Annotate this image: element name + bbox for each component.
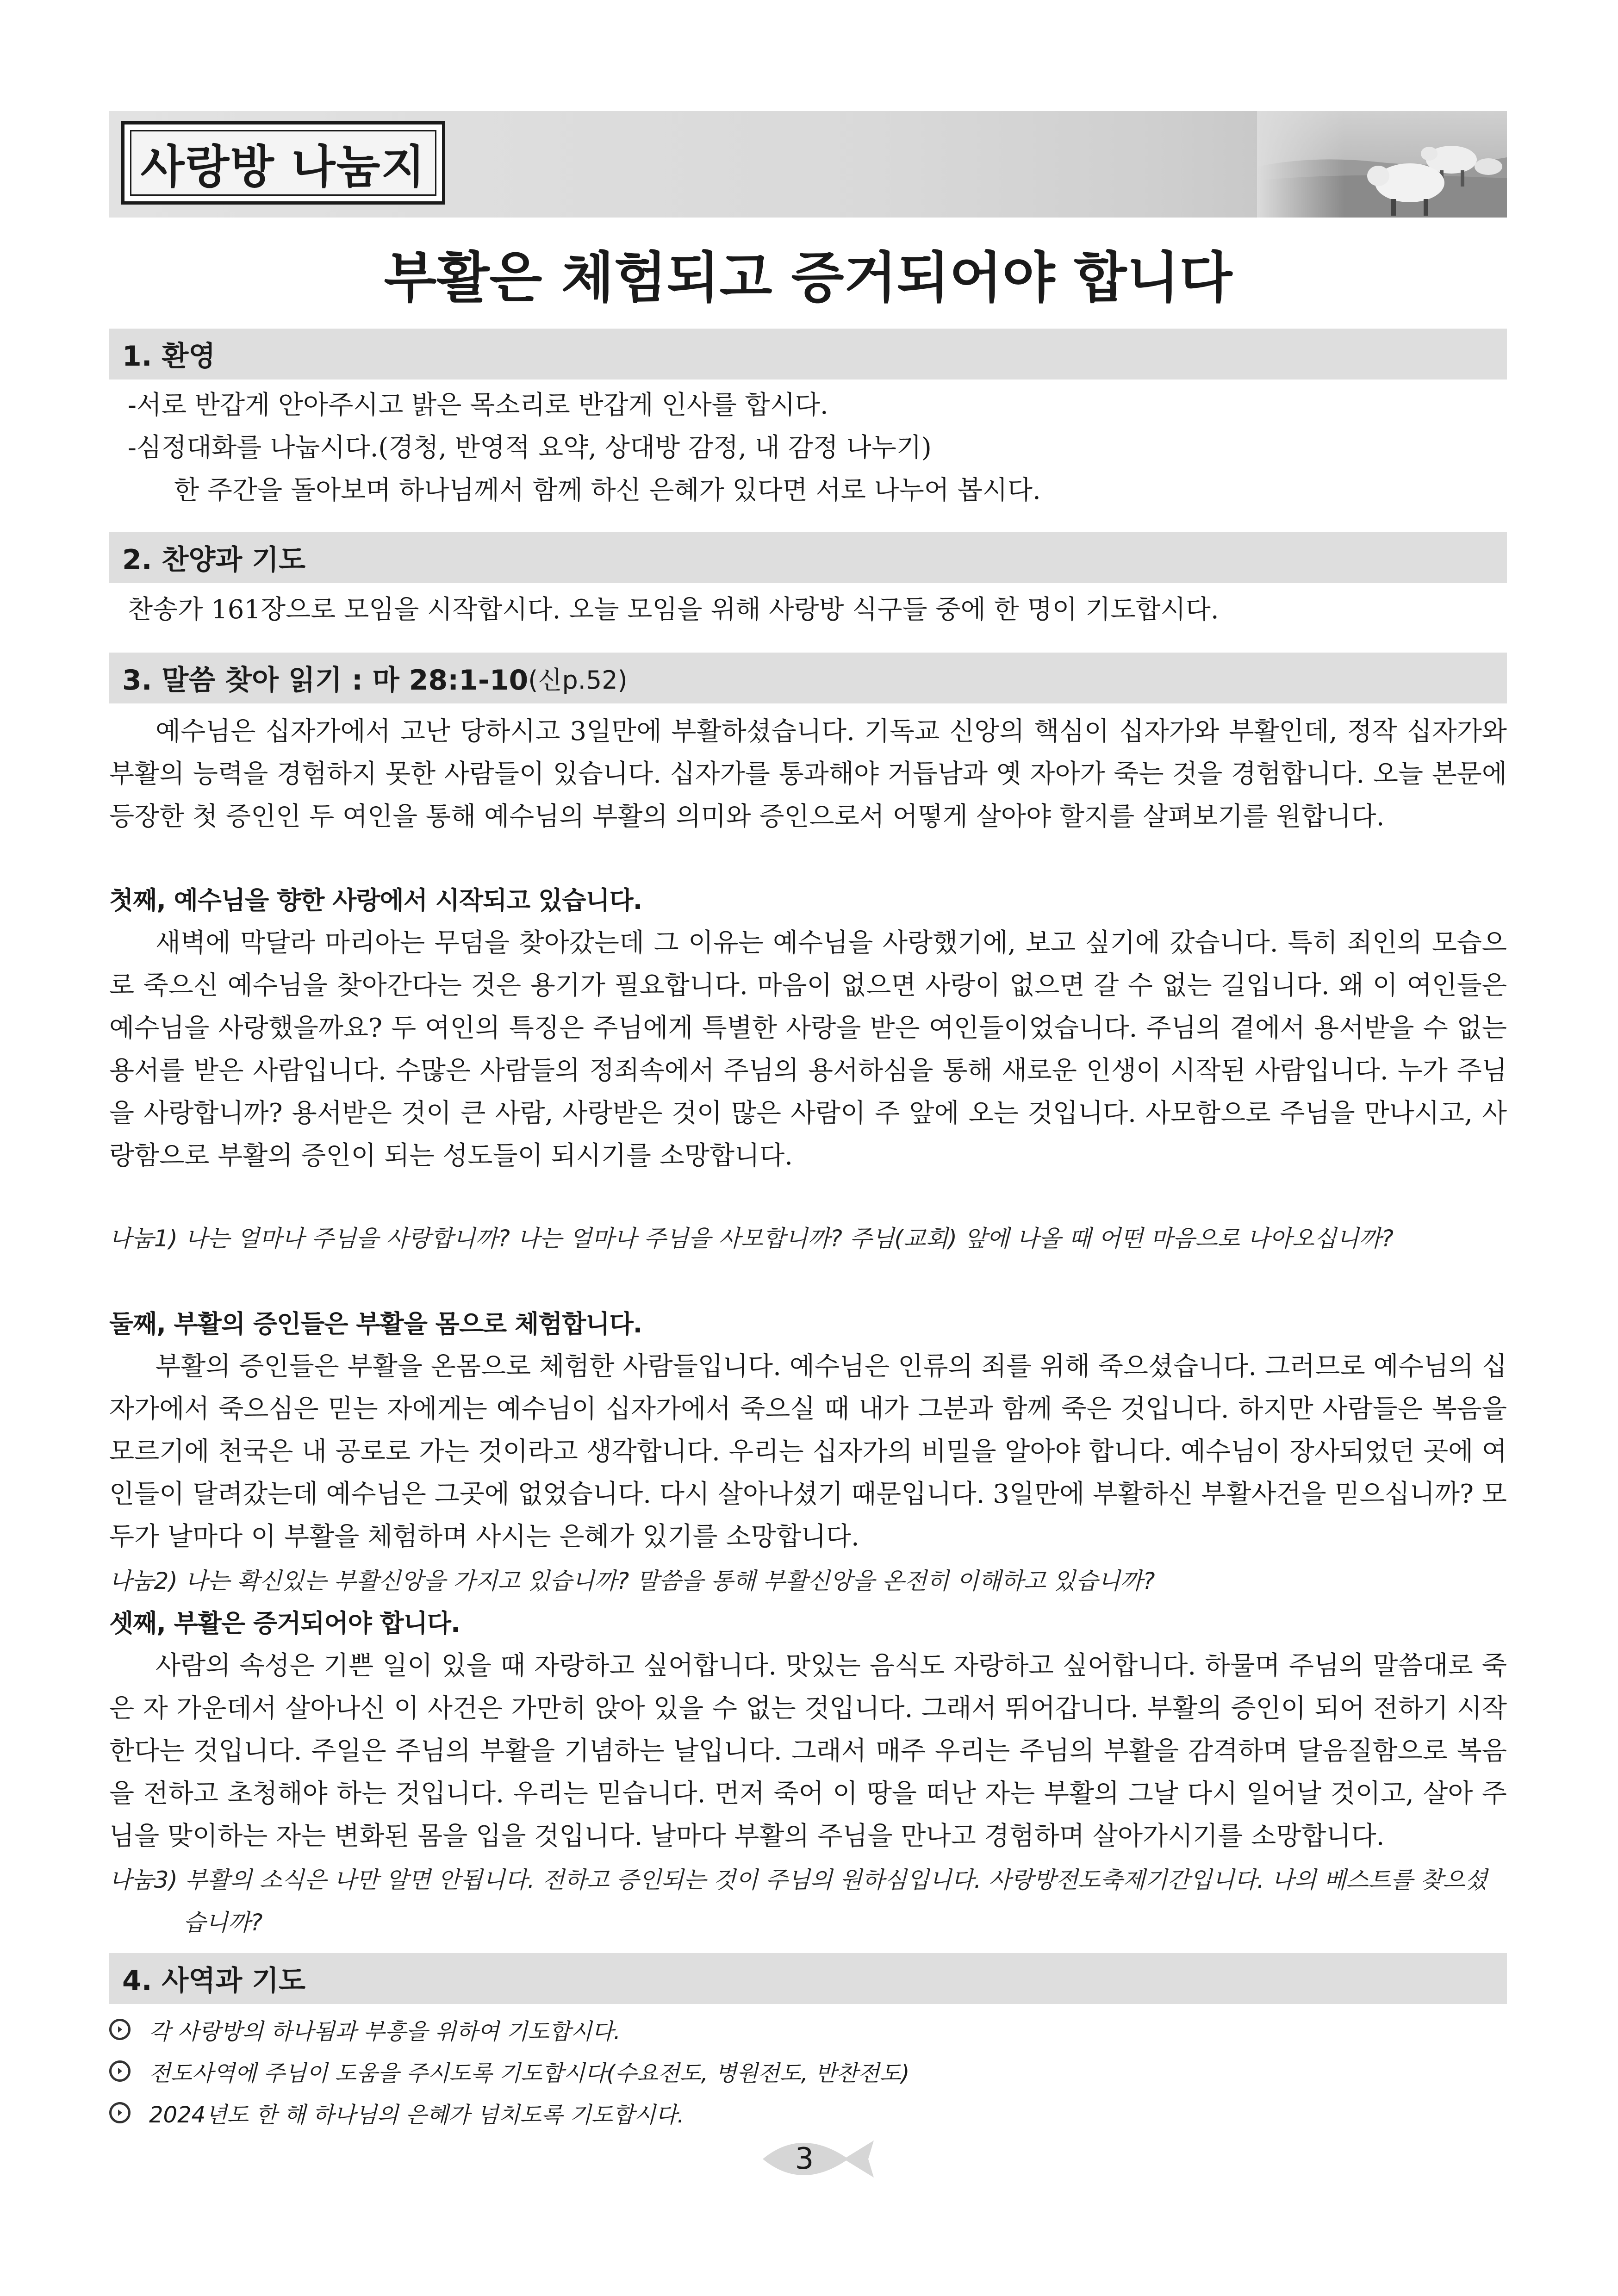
sharing-question-2: 나눔2) 나는 확신있는 부활신앙을 가지고 있습니까? 말씀을 통해 부활신앙을 온전히 이해하고 있습니까? [109,1568,1155,1594]
section-3-title: 3. 말씀 찾아 읽기 : 마 28:1-10 [122,664,529,697]
welcome-line-1: -서로 반갑게 안아주시고 밝은 목소리로 반갑게 인사를 합시다. [128,390,828,420]
arrow-bullet-icon [109,2060,131,2082]
point-2-paragraph [109,1345,1507,1558]
point-3-paragraph [109,1645,1507,1858]
prayer-item-text: 2024년도 한 해 하나님의 은혜가 넘치도록 기도합시다. [149,2102,685,2128]
section-1-title: 1. 환영 [122,340,216,373]
intro-paragraph [109,710,1507,838]
praise-text: 찬송가 161장으로 모임을 시작합시다. 오늘 모임을 위해 사랑방 식구들 중에 한 명이 기도합시다. [128,595,1219,625]
prayer-item [109,2092,684,2134]
section-1-header [109,329,1507,380]
arrow-bullet-icon [109,2102,131,2123]
page-number: 3 [795,2142,814,2176]
section-4-title: 4. 사역과 기도 [122,1965,306,1997]
point-2-title: 둘째, 부활의 증인들은 부활을 몸으로 체험합니다. [109,1309,642,1338]
intro-text: 예수님은 십자가에서 고난 당하시고 3일만에 부활하셨습니다. 기독교 신앙의 핵심이 십자가와 부활인데, 정작 십자가와 부활의 능력을 경험하지 못한 사람들이 있습니다. 십자가를 통과해야 거듭남과 옛 자아가 죽는 것을 경험합니다. 오늘 본문에 등장한 첫 증인인 두 여인을 통해 예수님의 부활의 의미와 증인으로서 어떻게 살아야 할지를 살펴보기를 원합니다. [109,716,1507,832]
point-1-paragraph [109,922,1507,1177]
point-1-title: 첫째, 예수님을 향한 사랑에서 시작되고 있습니다. [109,886,642,915]
arrow-bullet-icon [109,2019,131,2040]
section-3-header [109,653,1507,703]
page-title: 부활은 체험되고 증거되어야 합니다 [384,246,1232,310]
prayer-item [109,2050,909,2092]
scripture-page-ref: (신p.52) [528,665,628,695]
point-1-text: 새벽에 막달라 마리아는 무덤을 찾아갔는데 그 이유는 예수님을 사랑했기에, 보고 싶기에 갔습니다. 특히 죄인의 모습으로 죽으신 예수님을 찾아간다는 것은 용기가 필요합니다. 마음이 없으면 사랑이 없으면 갈 수 없는 길입니다. 왜 이 여인들은 예수님을 사랑했을까요? 두 여인의 특징은 주님에게 특별한 사랑을 받은 여인들이었습니다. 주님의 곁에서 용서받을 수 없는 용서를 받은 사람입니다. 수많은 사람들의 정죄속에서 주님의 용서하심을 통해 새로운 인생이 시작된 사람입니다. 누가 주님을 사랑합니까? 용서받은 것이 큰 사람, 사랑받은 것이 많은 사람이 주 앞에 오는 것입니다. 사모함으로 주님을 만나시고, 사랑함으로 부활의 증인이 되는 성도들이 되시기를 소망합니다. [109,928,1507,1171]
section-2-title: 2. 찬양과 기도 [122,544,306,576]
section-label: 사랑방 나눔지 [130,130,436,196]
section-4-header [109,1953,1507,2004]
welcome-line-3: 한 주간을 돌아보며 하나님께서 함께 하신 은혜가 있다면 서로 나누어 봅시다. [174,475,1041,505]
sharing-question-1: 나눔1) 나는 얼마나 주님을 사랑합니까? 나는 얼마나 주님을 사모합니까? 주님(교회) 앞에 나올 때 어떤 마음으로 나아오십니까? [109,1225,1394,1252]
section-2-header [109,532,1507,583]
sharing-question-3: 나눔3) 부활의 소식은 나만 알면 안됩니다. 전하고 증인되는 것이 주님의 원하심입니다. 사랑방전도축제기간입니다. 나의 베스트를 찾으셨습니까? [109,1867,1488,1936]
point-3-title: 셋째, 부활은 증거되어야 합니다. [109,1609,460,1638]
page-number-badge [758,2129,878,2189]
sheep-photo-icon [1257,111,1507,218]
section-label-box [121,121,445,205]
point-2-text: 부활의 증인들은 부활을 온몸으로 체험한 사람들입니다. 예수님은 인류의 죄를 위해 죽으셨습니다. 그러므로 예수님의 십자가에서 죽으심은 믿는 자에게는 예수님이 십자가에서 죽으실 때 내가 그분과 함께 죽은 것입니다. 하지만 사람들은 복음을 모르기에 천국은 내 공로로 가는 것이라고 생각합니다. 우리는 십자가의 비밀을 알아야 합니다. 예수님이 장사되었던 곳에 여인들이 달려갔는데 예수님은 그곳에 없었습니다. 다시 살아나셨기 때문입니다. 3일만에 부활하신 부활사건을 믿으십니까? 모두가 날마다 이 부활을 체험하며 사시는 은혜가 있기를 소망합니다. [109,1351,1507,1552]
prayer-item [109,2009,621,2050]
point-3-text: 사람의 속성은 기쁜 일이 있을 때 자랑하고 싶어합니다. 맛있는 음식도 자랑하고 싶어합니다. 하물며 주님의 말씀대로 죽은 자 가운데서 살아나신 이 사건은 가만히 앉아 있을 수 없는 것입니다. 그래서 뛰어갑니다. 부활의 증인이 되어 전하기 시작한다는 것입니다. 주일은 주님의 부활을 기념하는 날입니다. 그래서 매주 우리는 주님의 부활을 감격하며 달음질함으로 복음을 전하고 초청해야 하는 것입니다. 우리는 믿습니다. 먼저 죽어 이 땅을 떠난 자는 부활의 그날 다시 일어날 것이고, 살아 주님을 맞이하는 자는 변화된 몸을 입을 것입니다. 날마다 부활의 주님을 만나고 경험하며 살아가시기를 소망합니다. [109,1651,1507,1851]
prayer-item-text: 전도사역에 주님이 도움을 주시도록 기도합시다(수요전도, 병원전도, 반찬전도) [149,2060,910,2086]
welcome-line-2: -심정대화를 나눕시다.(경청, 반영적 요약, 상대방 감정, 내 감정 나누기) [128,433,932,463]
prayer-item-text: 각 사랑방의 하나됨과 부흥을 위하여 기도합시다. [149,2018,621,2045]
